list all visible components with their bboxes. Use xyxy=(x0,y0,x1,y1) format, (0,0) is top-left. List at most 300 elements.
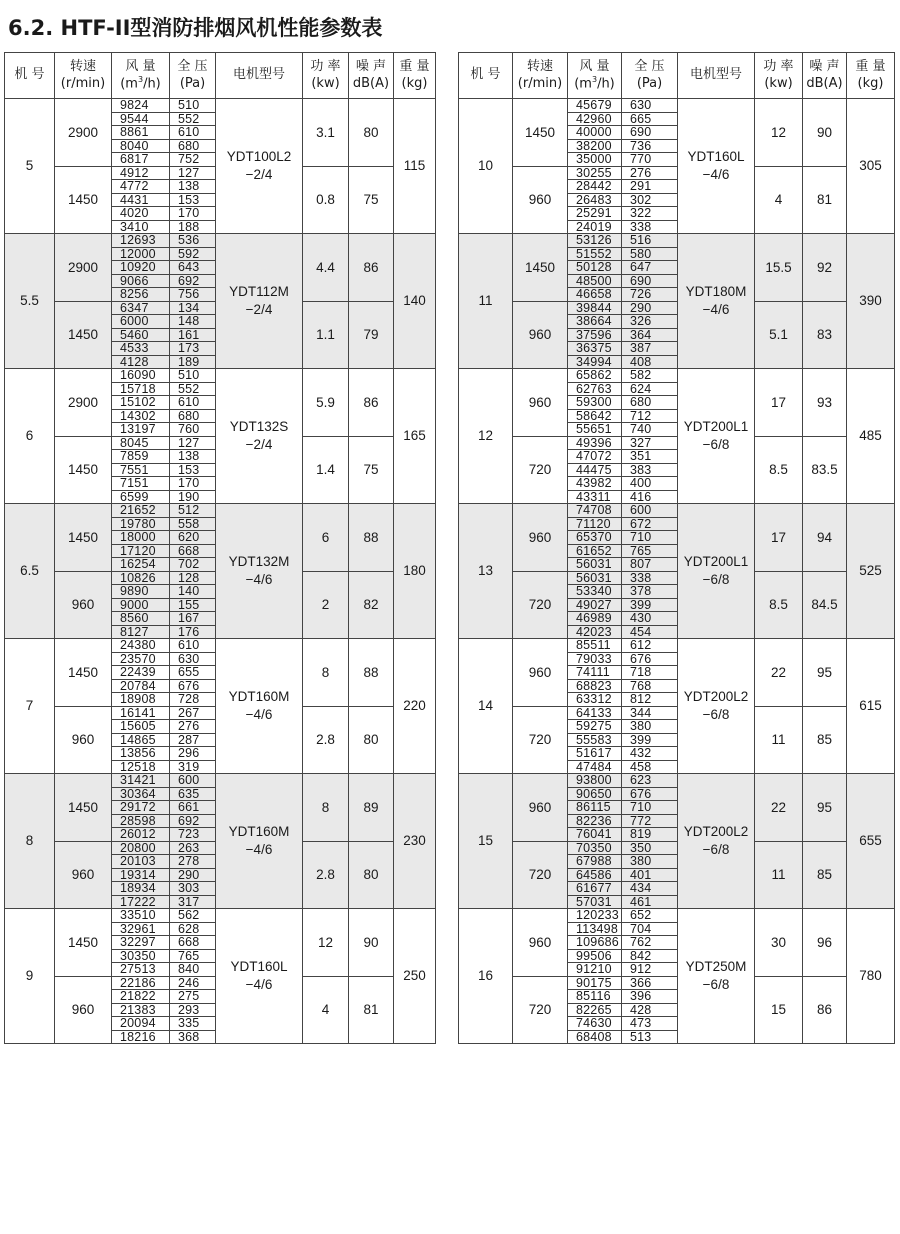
pressure-cell: 726 xyxy=(622,288,678,302)
header-row xyxy=(459,53,895,99)
pressure-cell: 635 xyxy=(170,787,216,801)
pressure-cell: 647 xyxy=(622,261,678,275)
speed-cell: 960 xyxy=(55,976,112,1044)
pressure-cell: 430 xyxy=(622,612,678,626)
header-noise: 噪 声 dB(A) xyxy=(349,53,394,99)
airflow-cell: 37596 xyxy=(568,328,622,342)
noise-cell: 80 xyxy=(349,706,394,774)
pressure-cell: 291 xyxy=(622,180,678,194)
header-pressure: 全 压 (Pa) xyxy=(170,53,216,99)
motor-model-cell: YDT200L2 −6/8 xyxy=(678,639,755,774)
noise-cell: 86 xyxy=(349,369,394,437)
model-number-cell: 11 xyxy=(459,234,513,369)
power-cell: 3.1 xyxy=(303,99,349,167)
airflow-cell: 51617 xyxy=(568,747,622,761)
airflow-cell: 14865 xyxy=(112,733,170,747)
airflow-cell: 120233 xyxy=(568,909,622,923)
pressure-cell: 760 xyxy=(170,423,216,437)
power-cell: 4.4 xyxy=(303,234,349,302)
pressure-cell: 454 xyxy=(622,625,678,639)
noise-cell: 92 xyxy=(803,234,847,302)
pressure-cell: 278 xyxy=(170,855,216,869)
noise-cell: 89 xyxy=(349,774,394,842)
noise-cell: 95 xyxy=(803,639,847,707)
noise-cell: 83.5 xyxy=(803,436,847,504)
pressure-cell: 812 xyxy=(622,693,678,707)
pressure-cell: 728 xyxy=(170,693,216,707)
power-cell: 2 xyxy=(303,571,349,639)
airflow-cell: 74708 xyxy=(568,504,622,518)
power-cell: 5.1 xyxy=(755,301,803,369)
airflow-cell: 15718 xyxy=(112,382,170,396)
airflow-cell: 21822 xyxy=(112,990,170,1004)
motor-model-cell: YDT132M −4/6 xyxy=(216,504,303,639)
table-row xyxy=(459,841,895,855)
header-model-no: 机 号 xyxy=(459,53,513,99)
airflow-cell: 19314 xyxy=(112,868,170,882)
table-row xyxy=(459,504,895,518)
airflow-cell: 68823 xyxy=(568,679,622,693)
airflow-cell: 4431 xyxy=(112,193,170,207)
pressure-cell: 161 xyxy=(170,328,216,342)
airflow-cell: 53126 xyxy=(568,234,622,248)
airflow-cell: 8127 xyxy=(112,625,170,639)
model-number-cell: 12 xyxy=(459,369,513,504)
motor-model-cell: YDT112M −2/4 xyxy=(216,234,303,369)
airflow-cell: 47484 xyxy=(568,760,622,774)
airflow-cell: 17222 xyxy=(112,895,170,909)
pressure-cell: 127 xyxy=(170,436,216,450)
airflow-cell: 24380 xyxy=(112,639,170,653)
airflow-cell: 42960 xyxy=(568,112,622,126)
pressure-cell: 690 xyxy=(622,274,678,288)
pressure-cell: 335 xyxy=(170,1017,216,1031)
motor-model-cell: YDT132S −2/4 xyxy=(216,369,303,504)
airflow-cell: 9824 xyxy=(112,99,170,113)
airflow-cell: 76041 xyxy=(568,828,622,842)
pressure-cell: 140 xyxy=(170,585,216,599)
airflow-cell: 9890 xyxy=(112,585,170,599)
airflow-cell: 50128 xyxy=(568,261,622,275)
airflow-cell: 43982 xyxy=(568,477,622,491)
pressure-cell: 350 xyxy=(622,841,678,855)
power-cell: 30 xyxy=(755,909,803,977)
pressure-cell: 672 xyxy=(622,517,678,531)
pressure-cell: 510 xyxy=(170,369,216,383)
power-cell: 17 xyxy=(755,504,803,572)
weight-cell: 250 xyxy=(394,909,436,1044)
airflow-cell: 39844 xyxy=(568,301,622,315)
table-row xyxy=(5,639,436,653)
power-cell: 11 xyxy=(755,841,803,909)
weight-cell: 220 xyxy=(394,639,436,774)
airflow-cell: 93800 xyxy=(568,774,622,788)
speed-cell: 2900 xyxy=(55,369,112,437)
airflow-cell: 6000 xyxy=(112,315,170,329)
airflow-cell: 79033 xyxy=(568,652,622,666)
model-number-cell: 5 xyxy=(5,99,55,234)
airflow-cell: 49396 xyxy=(568,436,622,450)
pressure-cell: 912 xyxy=(622,963,678,977)
power-cell: 1.4 xyxy=(303,436,349,504)
table-row xyxy=(5,99,436,113)
noise-cell: 81 xyxy=(803,166,847,234)
airflow-cell: 4128 xyxy=(112,355,170,369)
noise-cell: 80 xyxy=(349,841,394,909)
weight-cell: 615 xyxy=(847,639,895,774)
pressure-cell: 643 xyxy=(170,261,216,275)
airflow-cell: 59300 xyxy=(568,396,622,410)
airflow-cell: 51552 xyxy=(568,247,622,261)
pressure-cell: 327 xyxy=(622,436,678,450)
weight-cell: 140 xyxy=(394,234,436,369)
power-cell: 5.9 xyxy=(303,369,349,437)
airflow-cell: 74111 xyxy=(568,666,622,680)
pressure-cell: 762 xyxy=(622,936,678,950)
pressure-cell: 338 xyxy=(622,220,678,234)
airflow-cell: 30255 xyxy=(568,166,622,180)
pressure-cell: 624 xyxy=(622,382,678,396)
pressure-cell: 326 xyxy=(622,315,678,329)
airflow-cell: 70350 xyxy=(568,841,622,855)
airflow-cell: 109686 xyxy=(568,936,622,950)
airflow-cell: 44475 xyxy=(568,463,622,477)
power-cell: 12 xyxy=(303,909,349,977)
pressure-cell: 173 xyxy=(170,342,216,356)
pressure-cell: 620 xyxy=(170,531,216,545)
table-row xyxy=(459,909,895,923)
table-row xyxy=(5,369,436,383)
speed-cell: 1450 xyxy=(513,234,568,302)
motor-model-cell: YDT160M −4/6 xyxy=(216,639,303,774)
pressure-cell: 710 xyxy=(622,801,678,815)
table-row xyxy=(459,166,895,180)
pressure-cell: 319 xyxy=(170,760,216,774)
airflow-cell: 28598 xyxy=(112,814,170,828)
airflow-cell: 7859 xyxy=(112,450,170,464)
table-row xyxy=(5,909,436,923)
header-pressure: 全 压 (Pa) xyxy=(622,53,678,99)
noise-cell: 88 xyxy=(349,504,394,572)
speed-cell: 960 xyxy=(513,774,568,842)
airflow-cell: 16254 xyxy=(112,558,170,572)
power-cell: 15.5 xyxy=(755,234,803,302)
pressure-cell: 600 xyxy=(170,774,216,788)
pressure-cell: 400 xyxy=(622,477,678,491)
pressure-cell: 170 xyxy=(170,477,216,491)
model-number-cell: 7 xyxy=(5,639,55,774)
airflow-cell: 38664 xyxy=(568,315,622,329)
pressure-cell: 287 xyxy=(170,733,216,747)
pressure-cell: 344 xyxy=(622,706,678,720)
airflow-cell: 82265 xyxy=(568,1003,622,1017)
pressure-cell: 718 xyxy=(622,666,678,680)
pressure-cell: 765 xyxy=(622,544,678,558)
airflow-cell: 18934 xyxy=(112,882,170,896)
noise-cell: 96 xyxy=(803,909,847,977)
airflow-cell: 18908 xyxy=(112,693,170,707)
pressure-cell: 516 xyxy=(622,234,678,248)
right-spec-table-panel xyxy=(458,52,895,1044)
speed-cell: 1450 xyxy=(55,166,112,234)
airflow-cell: 4533 xyxy=(112,342,170,356)
airflow-cell: 20103 xyxy=(112,855,170,869)
header-motor: 电机型号 xyxy=(216,53,303,99)
airflow-cell: 8256 xyxy=(112,288,170,302)
noise-cell: 75 xyxy=(349,166,394,234)
airflow-cell: 49027 xyxy=(568,598,622,612)
weight-cell: 390 xyxy=(847,234,895,369)
table-row xyxy=(459,301,895,315)
pressure-cell: 293 xyxy=(170,1003,216,1017)
pressure-cell: 765 xyxy=(170,949,216,963)
pressure-cell: 692 xyxy=(170,814,216,828)
weight-cell: 165 xyxy=(394,369,436,504)
pressure-cell: 702 xyxy=(170,558,216,572)
pressure-cell: 807 xyxy=(622,558,678,572)
airflow-cell: 65862 xyxy=(568,369,622,383)
pressure-cell: 167 xyxy=(170,612,216,626)
pressure-cell: 434 xyxy=(622,882,678,896)
pressure-cell: 458 xyxy=(622,760,678,774)
airflow-cell: 57031 xyxy=(568,895,622,909)
pressure-cell: 536 xyxy=(170,234,216,248)
pressure-cell: 723 xyxy=(170,828,216,842)
pressure-cell: 562 xyxy=(170,909,216,923)
pressure-cell: 623 xyxy=(622,774,678,788)
airflow-cell: 21383 xyxy=(112,1003,170,1017)
noise-cell: 94 xyxy=(803,504,847,572)
noise-cell: 84.5 xyxy=(803,571,847,639)
header-row xyxy=(5,53,436,99)
airflow-cell: 9066 xyxy=(112,274,170,288)
motor-model-cell: YDT160L −4/6 xyxy=(678,99,755,234)
airflow-cell: 46658 xyxy=(568,288,622,302)
pressure-cell: 819 xyxy=(622,828,678,842)
pressure-cell: 630 xyxy=(170,652,216,666)
noise-cell: 85 xyxy=(803,841,847,909)
motor-model-cell: YDT200L1 −6/8 xyxy=(678,369,755,504)
pressure-cell: 378 xyxy=(622,585,678,599)
airflow-cell: 90175 xyxy=(568,976,622,990)
airflow-cell: 85116 xyxy=(568,990,622,1004)
model-number-cell: 14 xyxy=(459,639,513,774)
airflow-cell: 31421 xyxy=(112,774,170,788)
power-cell: 8.5 xyxy=(755,571,803,639)
airflow-cell: 56031 xyxy=(568,571,622,585)
header-airflow: 风 量 $(m^3/h)$ xyxy=(112,53,170,99)
speed-cell: 960 xyxy=(513,504,568,572)
pressure-cell: 692 xyxy=(170,274,216,288)
power-cell: 8 xyxy=(303,639,349,707)
airflow-cell: 62763 xyxy=(568,382,622,396)
pressure-cell: 396 xyxy=(622,990,678,1004)
pressure-cell: 558 xyxy=(170,517,216,531)
airflow-cell: 6599 xyxy=(112,490,170,504)
power-cell: 22 xyxy=(755,774,803,842)
model-number-cell: 5.5 xyxy=(5,234,55,369)
noise-cell: 95 xyxy=(803,774,847,842)
airflow-cell: 6347 xyxy=(112,301,170,315)
power-cell: 8.5 xyxy=(755,436,803,504)
airflow-cell: 35000 xyxy=(568,153,622,167)
pressure-cell: 552 xyxy=(170,112,216,126)
airflow-cell: 29172 xyxy=(112,801,170,815)
airflow-cell: 20800 xyxy=(112,841,170,855)
power-cell: 2.8 xyxy=(303,706,349,774)
airflow-cell: 14302 xyxy=(112,409,170,423)
pressure-cell: 428 xyxy=(622,1003,678,1017)
speed-cell: 1450 xyxy=(55,504,112,572)
pressure-cell: 401 xyxy=(622,868,678,882)
pressure-cell: 592 xyxy=(170,247,216,261)
pressure-cell: 263 xyxy=(170,841,216,855)
table-row xyxy=(459,774,895,788)
speed-cell: 960 xyxy=(55,571,112,639)
airflow-cell: 48500 xyxy=(568,274,622,288)
airflow-cell: 4020 xyxy=(112,207,170,221)
pressure-cell: 513 xyxy=(622,1030,678,1044)
model-number-cell: 6.5 xyxy=(5,504,55,639)
pressure-cell: 610 xyxy=(170,126,216,140)
airflow-cell: 15102 xyxy=(112,396,170,410)
airflow-cell: 64586 xyxy=(568,868,622,882)
pressure-cell: 710 xyxy=(622,531,678,545)
airflow-cell: 65370 xyxy=(568,531,622,545)
pressure-cell: 322 xyxy=(622,207,678,221)
airflow-cell: 55583 xyxy=(568,733,622,747)
airflow-cell: 58642 xyxy=(568,409,622,423)
speed-cell: 1450 xyxy=(55,909,112,977)
speed-cell: 960 xyxy=(513,369,568,437)
left-spec-table-panel xyxy=(4,52,436,1044)
airflow-cell: 19780 xyxy=(112,517,170,531)
pressure-cell: 317 xyxy=(170,895,216,909)
pressure-cell: 380 xyxy=(622,720,678,734)
motor-model-cell: YDT200L2 −6/8 xyxy=(678,774,755,909)
pressure-cell: 408 xyxy=(622,355,678,369)
pressure-cell: 610 xyxy=(170,396,216,410)
pressure-cell: 510 xyxy=(170,99,216,113)
airflow-cell: 6817 xyxy=(112,153,170,167)
pressure-cell: 366 xyxy=(622,976,678,990)
pressure-cell: 600 xyxy=(622,504,678,518)
pressure-cell: 668 xyxy=(170,544,216,558)
pressure-cell: 190 xyxy=(170,490,216,504)
pressure-cell: 303 xyxy=(170,882,216,896)
speed-cell: 720 xyxy=(513,436,568,504)
airflow-cell: 64133 xyxy=(568,706,622,720)
table-row xyxy=(5,234,436,248)
airflow-cell: 4772 xyxy=(112,180,170,194)
airflow-cell: 46989 xyxy=(568,612,622,626)
airflow-cell: 15605 xyxy=(112,720,170,734)
weight-cell: 305 xyxy=(847,99,895,234)
header-airflow: 风 量 $(m^3/h)$ xyxy=(568,53,622,99)
airflow-cell: 10826 xyxy=(112,571,170,585)
pressure-cell: 680 xyxy=(170,409,216,423)
pressure-cell: 680 xyxy=(170,139,216,153)
speed-cell: 1450 xyxy=(55,301,112,369)
pressure-cell: 668 xyxy=(170,936,216,950)
airflow-cell: 47072 xyxy=(568,450,622,464)
airflow-cell: 67988 xyxy=(568,855,622,869)
airflow-cell: 12518 xyxy=(112,760,170,774)
noise-cell: 93 xyxy=(803,369,847,437)
pressure-cell: 652 xyxy=(622,909,678,923)
pressure-cell: 276 xyxy=(170,720,216,734)
noise-cell: 86 xyxy=(803,976,847,1044)
power-cell: 22 xyxy=(755,639,803,707)
table-row xyxy=(459,99,895,113)
pressure-cell: 368 xyxy=(170,1030,216,1044)
pressure-cell: 712 xyxy=(622,409,678,423)
noise-cell: 82 xyxy=(349,571,394,639)
power-cell: 1.1 xyxy=(303,301,349,369)
model-number-cell: 9 xyxy=(5,909,55,1044)
airflow-cell: 40000 xyxy=(568,126,622,140)
power-cell: 11 xyxy=(755,706,803,774)
speed-cell: 720 xyxy=(513,571,568,639)
pressure-cell: 552 xyxy=(170,382,216,396)
speed-cell: 1450 xyxy=(55,436,112,504)
airflow-cell: 25291 xyxy=(568,207,622,221)
pressure-cell: 380 xyxy=(622,855,678,869)
table-row xyxy=(459,436,895,450)
airflow-cell: 9000 xyxy=(112,598,170,612)
airflow-cell: 42023 xyxy=(568,625,622,639)
header-motor: 电机型号 xyxy=(678,53,755,99)
pressure-cell: 188 xyxy=(170,220,216,234)
airflow-cell: 61652 xyxy=(568,544,622,558)
weight-cell: 115 xyxy=(394,99,436,234)
airflow-cell: 32297 xyxy=(112,936,170,950)
power-cell: 12 xyxy=(755,99,803,167)
pressure-cell: 680 xyxy=(622,396,678,410)
airflow-cell: 30350 xyxy=(112,949,170,963)
pressure-cell: 612 xyxy=(622,639,678,653)
pressure-cell: 770 xyxy=(622,153,678,167)
table-row xyxy=(459,369,895,383)
pressure-cell: 473 xyxy=(622,1017,678,1031)
noise-cell: 85 xyxy=(803,706,847,774)
airflow-cell: 17120 xyxy=(112,544,170,558)
airflow-cell: 7151 xyxy=(112,477,170,491)
power-cell: 6 xyxy=(303,504,349,572)
noise-cell: 86 xyxy=(349,234,394,302)
speed-cell: 960 xyxy=(55,706,112,774)
airflow-cell: 24019 xyxy=(568,220,622,234)
pressure-cell: 128 xyxy=(170,571,216,585)
pressure-cell: 351 xyxy=(622,450,678,464)
pressure-cell: 610 xyxy=(170,639,216,653)
model-number-cell: 16 xyxy=(459,909,513,1044)
pressure-cell: 399 xyxy=(622,733,678,747)
airflow-cell: 10920 xyxy=(112,261,170,275)
airflow-cell: 63312 xyxy=(568,693,622,707)
table-row xyxy=(459,571,895,585)
pressure-cell: 676 xyxy=(622,787,678,801)
pressure-cell: 127 xyxy=(170,166,216,180)
airflow-cell: 13197 xyxy=(112,423,170,437)
noise-cell: 80 xyxy=(349,99,394,167)
airflow-cell: 85511 xyxy=(568,639,622,653)
motor-model-cell: YDT250M −6/8 xyxy=(678,909,755,1044)
power-cell: 17 xyxy=(755,369,803,437)
pressure-cell: 387 xyxy=(622,342,678,356)
speed-cell: 1450 xyxy=(55,774,112,842)
airflow-cell: 26483 xyxy=(568,193,622,207)
